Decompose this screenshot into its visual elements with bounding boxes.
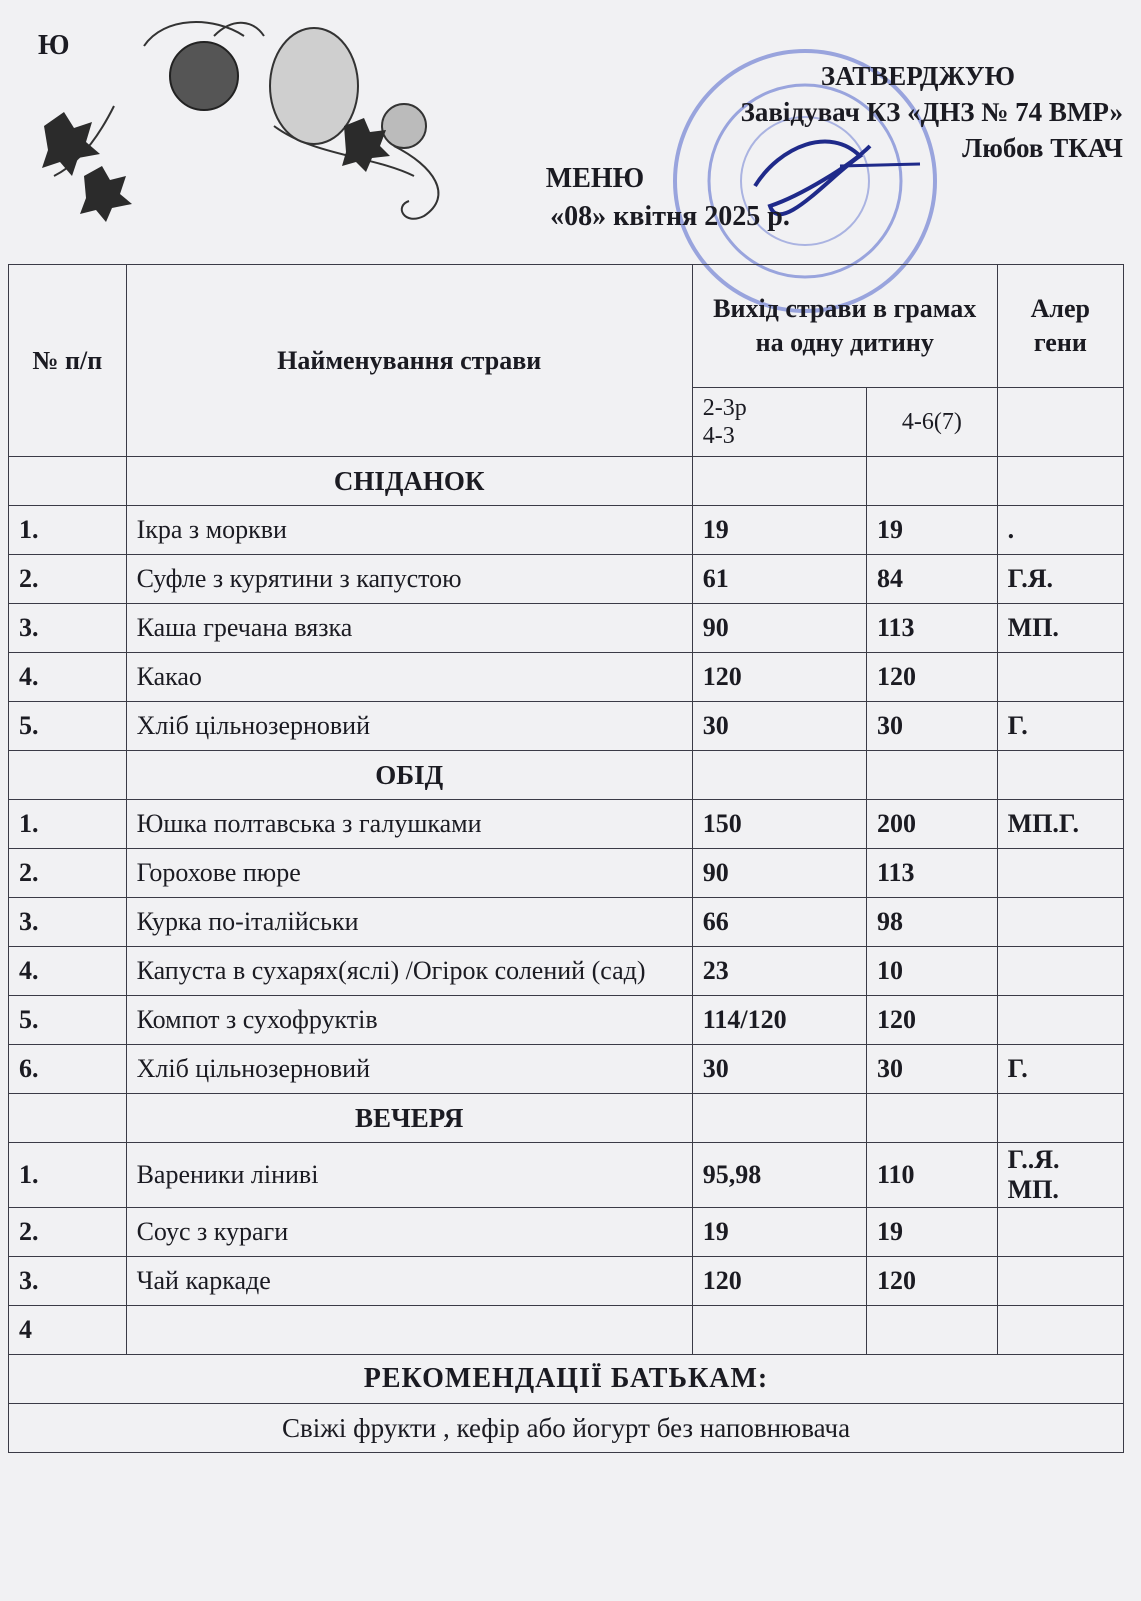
portion-age-group-2: 110 [866,1143,997,1208]
table-row [9,702,1124,751]
portion-age-group-1: 95,98 [692,1143,866,1208]
header-age-group-1 [692,388,866,457]
portion-age-group-2: 19 [866,1208,997,1257]
header-age-group-1-line1: 2-3р [702,395,747,421]
table-row [9,1306,1124,1355]
portion-age-group-2: 30 [866,702,997,751]
section-empty-cell [866,751,997,800]
apple-shape [170,42,238,110]
menu-table [8,264,1124,1453]
portion-age-group-1: 90 [692,604,866,653]
dish-name: Горохове пюре [126,849,692,898]
row-number: 1. [9,1143,127,1208]
portion-age-group-1: 90 [692,849,866,898]
dish-name: Хліб цільнозерновий [126,702,692,751]
section-title: ВЕЧЕРЯ [126,1094,692,1143]
section-empty-cell [692,1094,866,1143]
section-empty-cell [692,457,866,506]
allergens-cell [997,653,1123,702]
portion-age-group-1: 23 [692,947,866,996]
portion-age-group-1: 19 [692,1208,866,1257]
section-empty-cell [997,457,1123,506]
portion-age-group-2: 98 [866,898,997,947]
table-row [9,1208,1124,1257]
dish-name: Вареники ліниві [126,1143,692,1208]
menu-title-date: «08» квітня 2025 р. [550,201,790,232]
section-empty-cell [997,1094,1123,1143]
table-row [9,1257,1124,1306]
dish-name: Капуста в сухарях(яслі) /Огірок солений (сад) [126,947,692,996]
portion-age-group-1: 150 [692,800,866,849]
section-row [9,1094,1124,1143]
portion-age-group-2: 120 [866,996,997,1045]
approval-block [741,58,1123,166]
table-row [9,898,1124,947]
portion-age-group-1: 30 [692,702,866,751]
table-row [9,555,1124,604]
header-number: № п/п [9,265,127,457]
allergens-cell: . [997,506,1123,555]
portion-age-group-2 [866,1306,997,1355]
portion-age-group-2: 120 [866,653,997,702]
row-number: 1. [9,800,127,849]
dish-name: Какао [126,653,692,702]
approval-position: Завідувач КЗ «ДНЗ № 74 ВМР» [740,97,1123,127]
header-age-group-1-line2: 4-3 [702,423,735,449]
header-empty-cell [997,388,1123,457]
row-number: 4. [9,947,127,996]
header-dish: Найменування страви [126,265,692,457]
portion-age-group-1: 19 [692,506,866,555]
dish-name: Хліб цільнозерновий [126,1045,692,1094]
recommendations-header-row [9,1355,1124,1404]
portion-age-group-1: 120 [692,1257,866,1306]
dish-name: Курка по-італійськи [126,898,692,947]
portion-age-group-2: 120 [866,1257,997,1306]
allergens-cell [997,947,1123,996]
table-row [9,1045,1124,1094]
row-number: 1. [9,506,127,555]
allergens-cell [997,1257,1123,1306]
table-row [9,800,1124,849]
recommendations-text: Свіжі фрукти , кефір або йогурт без наповнювача [9,1404,1124,1453]
fruit-ornament-image [14,6,494,232]
row-number: 3. [9,604,127,653]
section-empty-cell [9,1094,127,1143]
header-allergens: Алер гени [997,265,1123,388]
allergens-cell: Г. [997,1045,1123,1094]
row-number: 2. [9,555,127,604]
dish-name: Суфле з курятини з капустою [126,555,692,604]
section-title: СНІДАНОК [126,457,692,506]
portion-age-group-2: 30 [866,1045,997,1094]
portion-age-group-1 [692,1306,866,1355]
allergens-cell [997,1306,1123,1355]
portion-age-group-1: 61 [692,555,866,604]
portion-age-group-2: 113 [866,849,997,898]
section-row [9,751,1124,800]
dish-name: Ікра з моркви [126,506,692,555]
header-age-group-2: 4-6(7) [866,388,997,457]
allergens-cell: МП.Г. [997,800,1123,849]
portion-age-group-1: 114/120 [692,996,866,1045]
section-empty-cell [997,751,1123,800]
menu-body [9,457,1124,1355]
section-empty-cell [692,751,866,800]
section-row [9,457,1124,506]
dish-name: Соус з кураги [126,1208,692,1257]
table-row [9,653,1124,702]
section-title: ОБІД [126,751,692,800]
row-number: 2. [9,1208,127,1257]
row-number: 5. [9,996,127,1045]
table-row [9,996,1124,1045]
portion-age-group-1: 30 [692,1045,866,1094]
table-row [9,506,1124,555]
allergens-cell [997,996,1123,1045]
allergens-cell [997,898,1123,947]
table-row [9,1143,1124,1208]
portion-age-group-1: 120 [692,653,866,702]
table-row [9,947,1124,996]
section-empty-cell [866,1094,997,1143]
allergens-cell: Г. [997,702,1123,751]
dish-name [126,1306,692,1355]
section-empty-cell [9,457,127,506]
portion-age-group-2: 19 [866,506,997,555]
row-number: 2. [9,849,127,898]
row-number: 3. [9,1257,127,1306]
row-number: 4. [9,653,127,702]
row-number: 5. [9,702,127,751]
section-empty-cell [866,457,997,506]
portion-age-group-1: 66 [692,898,866,947]
portion-age-group-2: 84 [866,555,997,604]
recommendations-row [9,1404,1124,1453]
recommendations-title: РЕКОМЕНДАЦІЇ БАТЬКАМ: [9,1355,1124,1404]
portion-age-group-2: 10 [866,947,997,996]
portion-age-group-2: 200 [866,800,997,849]
dish-name: Каша гречана вязка [126,604,692,653]
dish-name: Компот з сухофруктів [126,996,692,1045]
header-row [9,265,1124,388]
allergens-cell [997,1208,1123,1257]
header-output: Вихід страви в грамах на одну дитину [692,265,997,388]
dish-name: Чай каркаде [126,1257,692,1306]
row-number: 6. [9,1045,127,1094]
dish-name: Юшка полтавська з галушками [126,800,692,849]
menu-title [500,160,840,236]
section-empty-cell [9,751,127,800]
row-number: 3. [9,898,127,947]
allergens-cell: МП. [997,604,1123,653]
allergens-cell [997,849,1123,898]
row-number: 4 [9,1306,127,1355]
table-row [9,604,1124,653]
corner-mark: Ю [38,30,70,61]
portion-age-group-2: 113 [866,604,997,653]
allergens-cell: Г.Я. [997,555,1123,604]
allergens-cell: Г..Я. МП. [997,1143,1123,1208]
approval-heading: ЗАТВЕРДЖУЮ [820,61,1015,91]
menu-title-heading: МЕНЮ [545,163,645,194]
approval-signer: Любов ТКАЧ [962,133,1123,163]
table-row [9,849,1124,898]
